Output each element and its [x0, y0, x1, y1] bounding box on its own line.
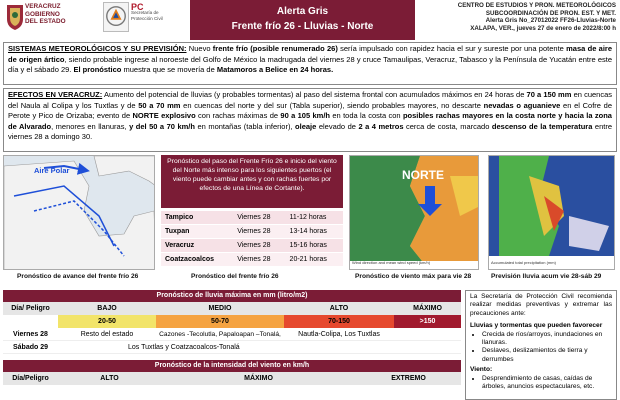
pc-small1: Secretaría de [131, 10, 159, 15]
range-bajo: 20-50 [58, 315, 156, 328]
text-bold: Matamoros a Belice en 24 horas. [216, 65, 334, 74]
wind-col-maximo: MÁXIMO [161, 372, 356, 385]
advice-wind-item: • Desprendimiento de casas, caídas de árboles, anuncios espectaculares, etc. [482, 375, 612, 392]
advice-panel [465, 290, 617, 400]
port-hours: 20-21 horas [286, 253, 343, 267]
port-port: Coatzacoalcos [161, 253, 233, 267]
systems-lead: SISTEMAS METEOROLÓGICOS Y SU PREVISIÓN: [8, 44, 187, 53]
text-run: muestra que se movería de [121, 65, 217, 74]
issuer-info [458, 2, 616, 32]
port-row [161, 239, 343, 253]
alert-title [190, 0, 415, 40]
port-hours: 15-16 horas [286, 239, 343, 253]
advice-rain-head: Lluvias y tormentas que pueden favorecer [470, 322, 603, 330]
pc-label [131, 3, 163, 22]
port-day: Viernes 28 [233, 253, 285, 267]
header [0, 0, 620, 40]
row-alto: Nautla-Colipa, Los Tuxtlas [284, 328, 394, 341]
text-run: cerca de costa, marcado [403, 121, 492, 131]
issuer-line2: SUBCOORDINACIÓN DE PRON. EST. Y MET. [485, 9, 616, 17]
wind-col-extremo: EXTREMO [356, 372, 461, 385]
port-row [161, 211, 343, 225]
row-text: Los Tuxtlas y Coatzacoalcos-Tonalá [58, 341, 461, 354]
wind-caption: Pronóstico de viento máx para vie 28 [355, 273, 472, 280]
text-run: , menores en llanuras, [51, 121, 130, 131]
port-day: Viernes 28 [233, 211, 285, 225]
rain-table-title: Pronóstico de lluvia máxima en mm (litro/m2) [3, 290, 461, 302]
polar-air-label: Aire Polar [34, 166, 70, 175]
port-port: Veracruz [161, 239, 233, 253]
effects-paragraph [3, 88, 617, 152]
front-map-graphic [4, 156, 155, 270]
advice-wind-head: Viento: [470, 366, 493, 374]
text-bold: descenso de la temperatura [491, 121, 593, 131]
pc-big: PC [131, 2, 144, 12]
veracruz-line2: GOBIERNO [25, 10, 60, 18]
veracruz-line1: VERACRUZ [25, 3, 61, 10]
advice-wind-list [482, 375, 612, 392]
title-line1: Alerta Gris [276, 6, 329, 17]
front-forecast-map [3, 155, 155, 270]
rain-table-ranges [3, 315, 461, 328]
veracruz-shield-icon [5, 3, 25, 31]
rain-caption: Previsión lluvia acum vie 28-sáb 29 [491, 273, 602, 280]
advice-intro: La Secretaría de Protección Civil recomienda realizar medidas preventivas y extremar las precauciones ante: [470, 293, 612, 317]
text-run: sería impulsado con rapidez hacia el sur y sureste por una potente [337, 44, 567, 53]
text-run: Aumento del potencial de lluvias (y probables tormentas) al paso del sistema frontal con acumulados máximos en 24 horas de [102, 90, 527, 99]
port-port: Tampico [161, 211, 233, 225]
port-row [161, 225, 343, 239]
port-row [161, 253, 343, 267]
port-port: Tuxpan [161, 225, 233, 239]
rain-table [3, 290, 461, 385]
text-bold: y del 50 a 70 km/h [129, 121, 195, 131]
rain-row-friday [3, 328, 461, 341]
effects-lead: EFECTOS EN VERACRUZ: [8, 90, 103, 99]
text-bold: 70 a 150 mm [526, 90, 572, 99]
rain-col-bajo: BAJO [58, 302, 156, 315]
text-bold: frente frío (posible renumerado 26) [212, 44, 338, 53]
pc-small2: Protección Civil [131, 16, 163, 21]
rain-col-day: Día/ Peligro [3, 302, 58, 315]
wind-legend: Wind direction and mean wind speed (km/h) [352, 260, 431, 265]
text-run: , siendo probable ingrese al noroeste del Golfo de México la madrugada del viernes 28 y cruce Tamaulipas, Veracruz, Tabasco y la Península de Yucatán entre este día y el sábado 29. [8, 54, 612, 74]
veracruz-label [25, 3, 66, 26]
ports-header: Pronóstico del paso del Frente Frío 26 e inicio del viento del Norte más intenso para los siguientes puertos (el viento puede cambiar antes y con rachas fuertes por efectos de una Línea de Cortante). [161, 155, 343, 208]
range-alto: 70-150 [284, 315, 394, 328]
text-run: con rachas máximas de [195, 111, 281, 120]
wind-table-title: Pronóstico de la intensidad del viento en km/h [3, 360, 461, 372]
text-run: en cuencas del Naula al Colipa y los Tuxtlas y de [8, 90, 613, 110]
text-bold: nevadas o aguanieve [483, 100, 561, 110]
row-bajo: Resto del estado [58, 328, 156, 341]
wind-forecast-map [349, 155, 479, 270]
norte-label: NORTE [402, 168, 444, 182]
rain-col-alto: ALTO [284, 302, 394, 315]
text-run: Nuevo [186, 44, 213, 53]
advice-rain-item: • Crecida de ríos/arroyos, inundaciones en llanuras. [482, 331, 612, 348]
text-run: en el Cofre de Perote y Pico de Orizaba; evento de [8, 100, 612, 120]
text-run: en cuencas del norte y del sur (Tabla superior), siendo probables mayores, no descarte [180, 100, 484, 110]
rain-forecast-map [488, 155, 615, 270]
row-maximo [394, 328, 461, 341]
front-map-caption: Pronóstico de avance del frente frío 26 [17, 273, 139, 280]
text-run: entre viernes 28 a domingo 30. [8, 121, 612, 141]
rain-col-medio: MEDIO [156, 302, 284, 315]
advice-rain-list [482, 331, 612, 365]
wind-col-alto: ALTO [58, 372, 161, 385]
row-day: Sábado 29 [3, 341, 58, 354]
row-medio: Cazones -Tecolutla, Papaloapan –Tonalá, [156, 328, 284, 341]
issuer-line1: CENTRO DE ESTUDIOS Y PRON. METEOROLÓGICOS [457, 2, 616, 9]
text-bold: El pronóstico [73, 65, 122, 74]
range-maximo: >150 [394, 315, 461, 328]
rain-legend: Accumulated total precipitation (mm) [491, 260, 556, 265]
advice-rain-item: • Deslaves, deslizamientos de tierra y derrumbes [482, 347, 612, 364]
text-run: elevado de [316, 121, 359, 131]
text-bold: masa de aire de origen ártico [8, 44, 613, 64]
ports-table [161, 211, 343, 267]
row-day: Viernes 28 [3, 328, 58, 341]
text-bold: posibles rachas mayores en la costa norte y hacia la zona de Alvarado [8, 111, 612, 131]
ports-caption: Pronóstico del frente frío 26 [191, 273, 279, 280]
text-bold: NORTE explosivo [132, 111, 196, 120]
text-run: en toda la costa con [330, 111, 403, 120]
port-day: Viernes 28 [233, 239, 285, 253]
text-bold: oleaje [295, 121, 317, 131]
systems-paragraph [3, 42, 617, 85]
wind-table-header [3, 372, 461, 385]
title-line2: Frente frío 26 - Lluvias - Norte [231, 21, 374, 32]
issuer-line4: XALAPA, VER., jueves 27 de enero de 2022/8:00 h [470, 24, 616, 32]
range-cell [3, 315, 58, 328]
port-day: Viernes 28 [233, 225, 285, 239]
port-hours: 13-14 horas [286, 225, 343, 239]
text-bold: 90 a 105 km/h [280, 111, 331, 120]
text-run: en montañas (tabla inferior), [194, 121, 296, 131]
rain-col-maximo: MÁXIMO [394, 302, 461, 315]
text-bold: 2 a 4 metros [358, 121, 404, 131]
rain-row-saturday [3, 341, 461, 354]
wind-col-day: Día/Peligro [3, 372, 58, 385]
rain-map-graphic [489, 156, 615, 270]
range-medio: 50-70 [156, 315, 284, 328]
text-bold: 50 a 70 mm [138, 100, 181, 110]
civil-protection-seal-icon [103, 2, 129, 32]
veracruz-line3: DEL ESTADO [25, 18, 66, 25]
images-row [3, 155, 617, 287]
port-hours: 11-12 horas [286, 211, 343, 225]
ports-panel [161, 155, 343, 285]
rain-table-header [3, 302, 461, 315]
issuer-line3: Alerta Gris No_27012022 FF26-Lluvias-Norte [485, 17, 616, 25]
